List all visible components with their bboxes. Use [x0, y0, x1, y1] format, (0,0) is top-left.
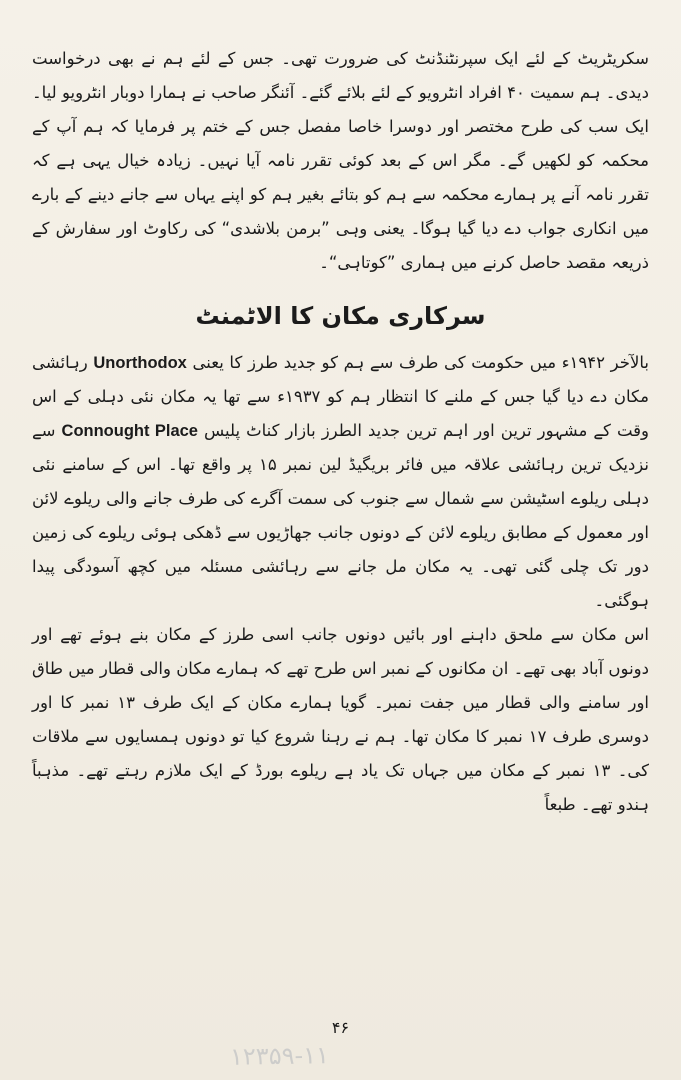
p1-text-end: سے نزدیک ترین رہائشی علاقہ میں فائر بریگیڈ لین نمبر ۱۵ پر واقع تھا۔ اس کے سامنے نئی دہلی ریلوے اسٹیشن سے شمال سے جنوب کی سمت آگرے کی طرف جانے والی ریلوے لائن اور معمول کے مطابق ریلوے لائن کے دونوں جانب جھاڑیوں سے ڈھکی ہوئی ریلوے کی زمین دور تک چلی گئی تھی۔ یہ مکان مل جانے سے رہائشی مسئلہ میں کچھ آسودگی پیدا ہوگئی۔ [32, 421, 650, 610]
section-paragraph-2: اس مکان سے ملحق داہنے اور بائیں دونوں جانب اسی طرز کے مکان بنے ہوئے تھے اور دونوں آباد بھی تھے۔ ان مکانوں کے نمبر اس طرح تھے کہ ہمارے مکان والی قطار میں طاق اور سامنے والی قطار میں جفت نمبر۔ گویا ہمارے مکان کے ایک طرف ۱۳ نمبر کا اور دوسری طرف ۱۷ نمبر کا مکان تھا۔ ہم نے رہنا شروع کیا تو دونوں ہمسایوں سے ملاقات کی۔ ۱۳ نمبر کے مکان میں جہاں تک یاد ہے ریلوے بورڈ کے ایک ملازم رہتے تھے۔ مذہباً ہندو تھے۔ طبعاً [32, 625, 649, 814]
latin-term-unorthodox: Unorthodox [93, 354, 187, 372]
p1-text-mid: رہائشی مکان دے دیا گیا جس کے ملنے کا انتظار ہم کو ۱۹۳۷ء سے تھا یہ مکان نئی دہلی کے اس وقت کے مشہور ترین اور اہم ترین جدید الطرز بازار کناٹ پلیس [32, 353, 649, 440]
section-heading: سرکاری مکان کا الاٹمنٹ [195, 302, 486, 330]
section-paragraph-1 [32, 346, 649, 618]
latin-term-connaught: Connought Place [61, 422, 198, 440]
p1-text-start: بالآخر ۱۹۴۲ء میں حکومت کی طرف سے ہم کو جدید طرز کا یعنی [186, 353, 649, 372]
opening-paragraph: سکریٹریٹ کے لئے ایک سپرنٹنڈنٹ کی ضرورت تھی۔ جس کے لئے ہم نے بھی درخواست دیدی۔ ہم سمیت ۴۰ افراد انٹرویو کے لئے بلائے گئے۔ آئنگر صاحب نے ہمارا دوبار انٹرویو لیا۔ ایک سب کی طرح مختصر اور دوسرا خاصا مفصل جس کے ختم پر فرمایا کہ ہم آپ کے محکمہ کو لکھیں گے۔ مگر اس کے بعد کوئی تقرر نامہ آیا نہیں۔ زیادہ خیال یہی ہے کہ تقرر نامہ آنے پر ہمارے محکمہ سے ہم کو بتائے بغیر ہم کو اپنے یہاں سے جانے دینے کے بارے میں انکاری جواب دے دیا گیا ہوگا۔ یعنی وہی ”برمن بلاشدی“ کی رکاوٹ اور سفارش کے ذریعہ مقصد حاصل کرنے میں ہماری ”کوتاہی“۔ [32, 49, 649, 272]
page-number: ۴۶ [331, 1018, 350, 1037]
library-stamp: ۱۲۳۵۹-۱۱ [229, 1041, 330, 1071]
